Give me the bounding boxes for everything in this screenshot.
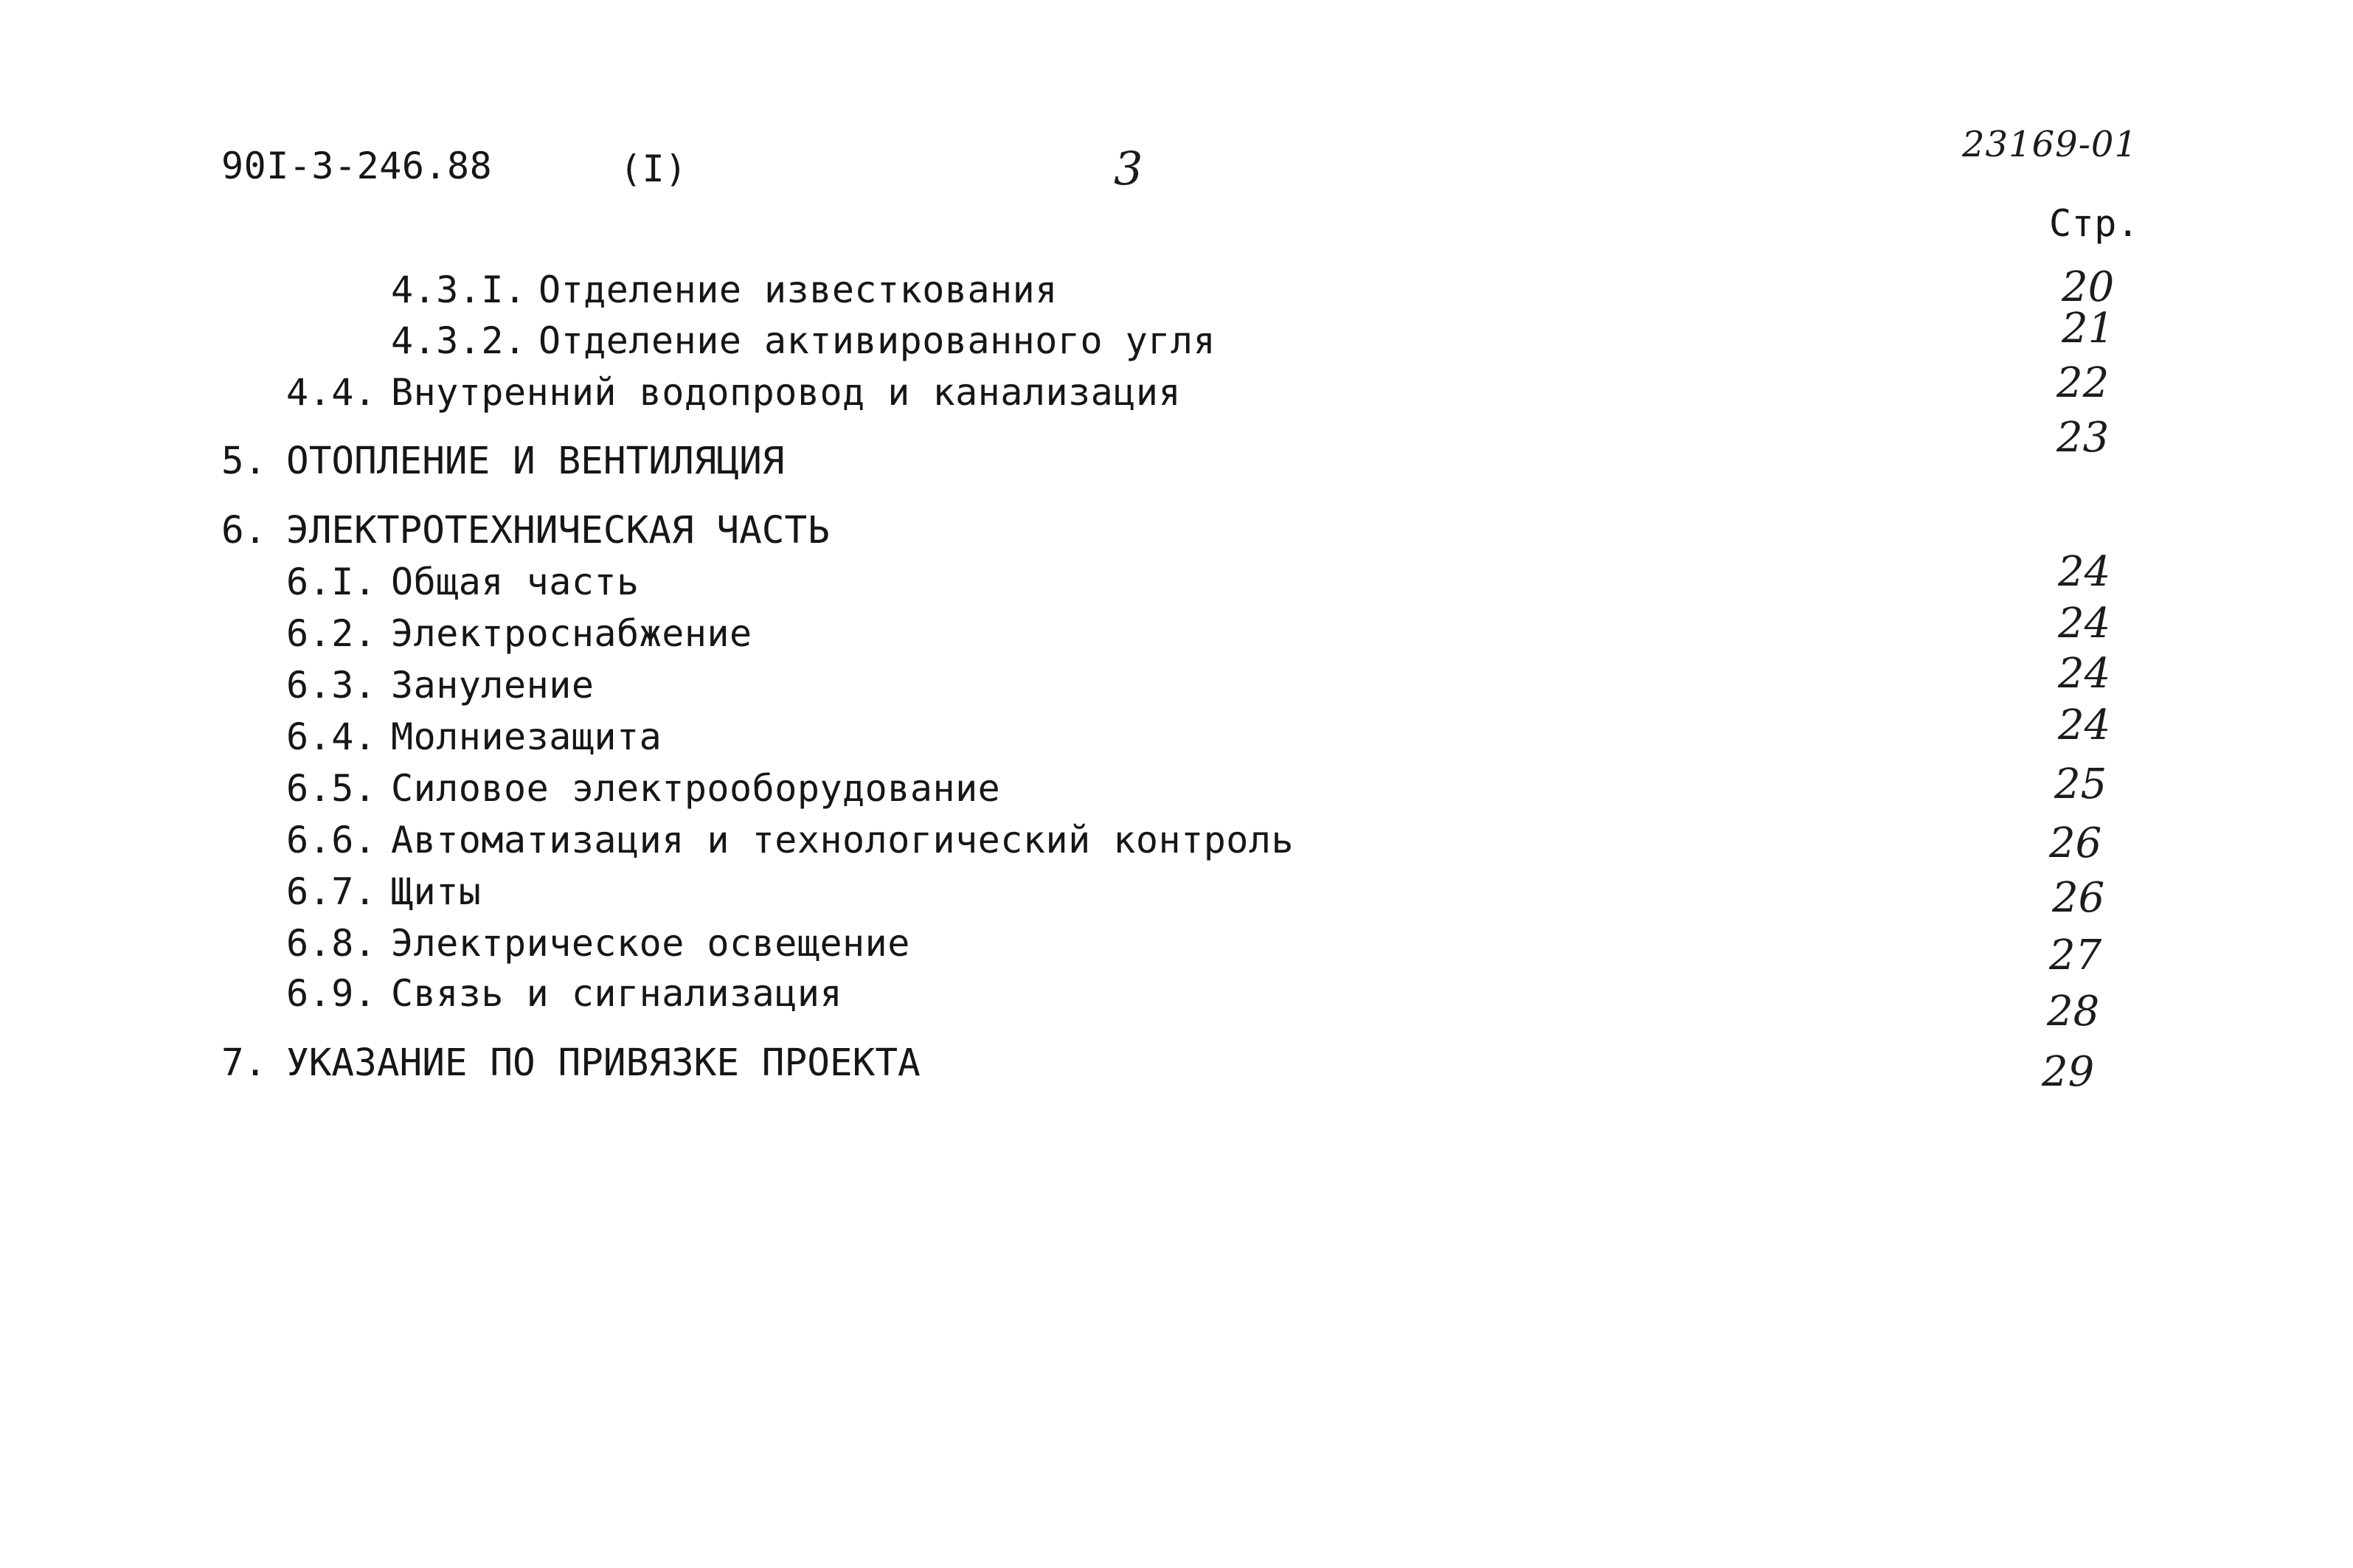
- toc-title: Отделение активированного угля: [538, 319, 1216, 362]
- toc-page: 26: [2052, 874, 2105, 922]
- toc-title: Внутренний водопровод и канализация: [391, 371, 1182, 414]
- toc-page: 23: [2056, 414, 2110, 462]
- toc-title: ОТОПЛЕНИЕ И ВЕНТИЛЯЦИЯ: [286, 440, 785, 483]
- toc-page: 27: [2049, 932, 2102, 979]
- toc-title: Электроснабжение: [391, 612, 752, 655]
- toc-number: 6.6.: [286, 819, 377, 861]
- toc-number: 6.5.: [286, 767, 377, 810]
- doc-part: (I): [620, 148, 687, 190]
- toc-title: Щиты: [391, 870, 482, 913]
- toc-page: 24: [2058, 701, 2111, 749]
- toc-page: 28: [2047, 988, 2100, 1035]
- toc-number: 4.4.: [286, 371, 377, 414]
- toc-number: 6.2.: [286, 612, 377, 655]
- toc-number: 5.: [221, 440, 267, 483]
- toc-title: УКАЗАНИЕ ПО ПРИВЯЗКЕ ПРОЕКТА: [286, 1041, 921, 1085]
- doc-code: 90I-3-246.88: [221, 145, 493, 187]
- toc-page: 21: [2062, 305, 2115, 353]
- toc-title: Силовое электрооборудование: [391, 767, 1001, 810]
- toc-title: Отделение известкования: [538, 268, 1058, 311]
- toc-number: 6.9.: [286, 972, 377, 1015]
- toc-page: 22: [2056, 359, 2110, 407]
- toc-title: ЭЛЕКТРОТЕХНИЧЕСКАЯ ЧАСТЬ: [286, 509, 830, 552]
- toc-number: 6.: [221, 509, 267, 552]
- toc-number: 4.3.I.: [391, 268, 527, 311]
- toc-title: Связь и сигнализация: [391, 972, 843, 1015]
- page-number: 3: [1114, 142, 1143, 195]
- toc-number: 6.I.: [286, 561, 377, 603]
- toc-page: 24: [2058, 548, 2111, 596]
- toc-number: 6.7.: [286, 870, 377, 913]
- toc-number: 6.3.: [286, 664, 377, 707]
- toc-title: Молниезащита: [391, 715, 662, 758]
- toc-page: 20: [2062, 263, 2115, 311]
- toc-number: 6.4.: [286, 715, 377, 758]
- toc-number: 4.3.2.: [391, 319, 527, 362]
- toc-page: 26: [2049, 819, 2102, 867]
- toc-number: 6.8.: [286, 922, 377, 965]
- toc-page: 24: [2058, 600, 2111, 648]
- toc-page: 24: [2058, 650, 2111, 698]
- toc-title: Зануление: [391, 664, 595, 707]
- toc-title: Общая часть: [391, 561, 640, 603]
- toc-page: 29: [2042, 1048, 2095, 1096]
- archive-number: 23169-01: [1962, 124, 2138, 165]
- toc-title: Электрическое освещение: [391, 922, 910, 965]
- toc-number: 7.: [221, 1041, 267, 1085]
- pages-column-label: Стр.: [2049, 202, 2140, 245]
- toc-page: 25: [2054, 760, 2107, 808]
- toc-title: Автоматизация и технологический контроль: [391, 819, 1295, 861]
